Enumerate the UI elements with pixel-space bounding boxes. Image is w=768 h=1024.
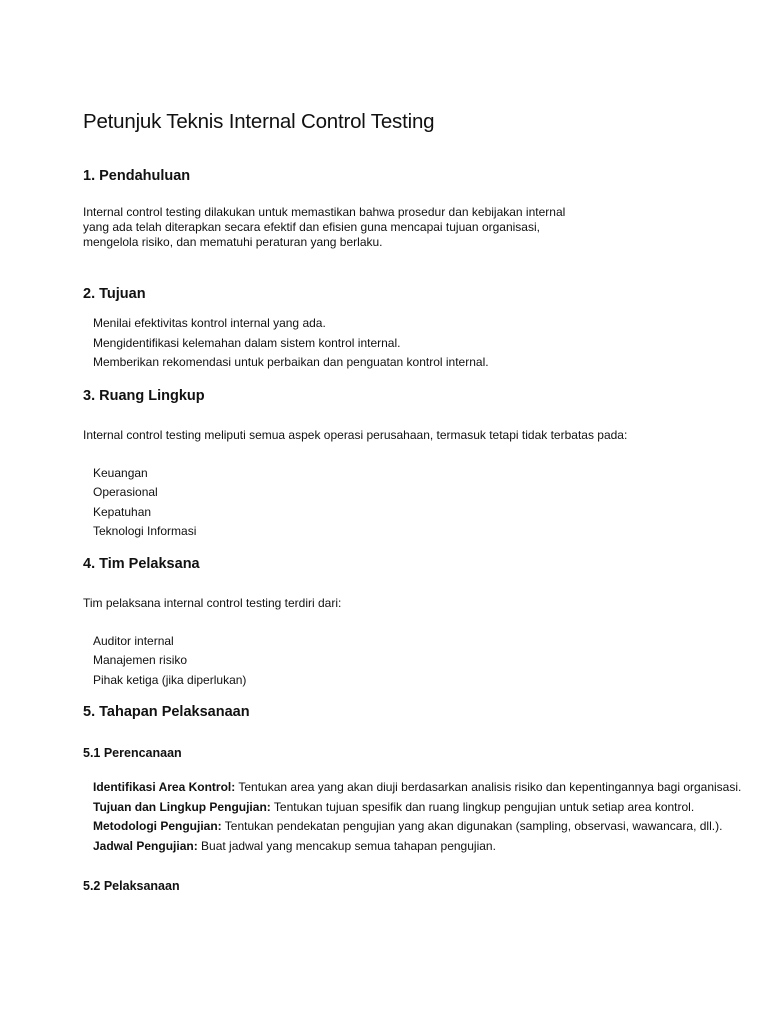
subsection-heading-pelaksanaan: 5.2 Pelaksanaan [83, 879, 180, 893]
list-item: Teknologi Informasi [93, 524, 197, 538]
paragraph-line: Internal control testing dilakukan untuk memastikan bahwa prosedur dan kebijakan internal [83, 205, 566, 219]
tim-pelaksana-list [83, 632, 688, 691]
perencanaan-list [83, 778, 742, 856]
paragraph-line: yang ada telah diterapkan secara efektif dan efisien guna mencapai tujuan organisasi, [83, 220, 540, 234]
list-item: Auditor internal [93, 633, 174, 648]
item-text: Buat jadwal yang mencakup semua tahapan pengujian. [197, 838, 496, 853]
list-item [93, 837, 688, 857]
item-label: Tujuan dan Lingkup Pengujian: [93, 799, 271, 814]
paragraph-line: mengelola risiko, dan mematuhi peraturan yang berlaku. [83, 235, 383, 249]
section-heading-tahapan: 5. Tahapan Pelaksanaan [83, 704, 250, 720]
list-item: Mengidentifikasi kelemahan dalam sistem kontrol internal. [93, 335, 401, 350]
section-heading-ruang-lingkup: 3. Ruang Lingkup [83, 387, 205, 404]
list-item [93, 778, 742, 798]
item-text: Tentukan tujuan spesifik dan ruang lingkup pengujian untuk setiap area kontrol. [270, 799, 695, 814]
list-item: Operasional [93, 485, 158, 499]
list-item: Keuangan [93, 465, 148, 480]
list-item [93, 798, 695, 818]
list-item: Kepatuhan [93, 504, 152, 519]
list-item: Manajemen risiko [93, 653, 188, 667]
subsection-heading-perencanaan: 5.1 Perencanaan [83, 746, 182, 760]
paragraph-intro: Internal control testing meliputi semua aspek operasi perusahaan, termasuk tetapi tidak terbatas pada: [83, 427, 628, 442]
item-label: Metodologi Pengujian: [93, 819, 222, 833]
item-text: Tentukan area yang akan diuji berdasarkan analisis risiko dan kepentingannya bagi organisasi. [235, 780, 742, 794]
document-content [83, 108, 742, 895]
section-heading-tujuan: 2. Tujuan [83, 286, 146, 302]
section-heading-pendahuluan: 1. Pendahuluan [83, 168, 191, 184]
list-item [93, 817, 723, 837]
section-heading-tim-pelaksana: 4. Tim Pelaksana [83, 555, 200, 572]
item-label: Identifikasi Area Kontrol: [93, 780, 236, 794]
ruang-lingkup-list [83, 464, 688, 542]
list-item: Menilai efektivitas kontrol internal yang ada. [93, 316, 326, 330]
item-label: Jadwal Pengujian: [93, 838, 198, 853]
list-item: Pihak ketiga (jika diperlukan) [93, 672, 247, 687]
item-text: Tentukan pendekatan pengujian yang akan digunakan (sampling, observasi, wawancara, dll.). [221, 819, 723, 833]
list-item: Memberikan rekomendasi untuk perbaikan dan penguatan kontrol internal. [93, 355, 489, 369]
tujuan-list [83, 314, 688, 373]
document-title: Petunjuk Teknis Internal Control Testing [83, 110, 435, 133]
paragraph-intro: Tim pelaksana internal control testing terdiri dari: [83, 595, 342, 610]
